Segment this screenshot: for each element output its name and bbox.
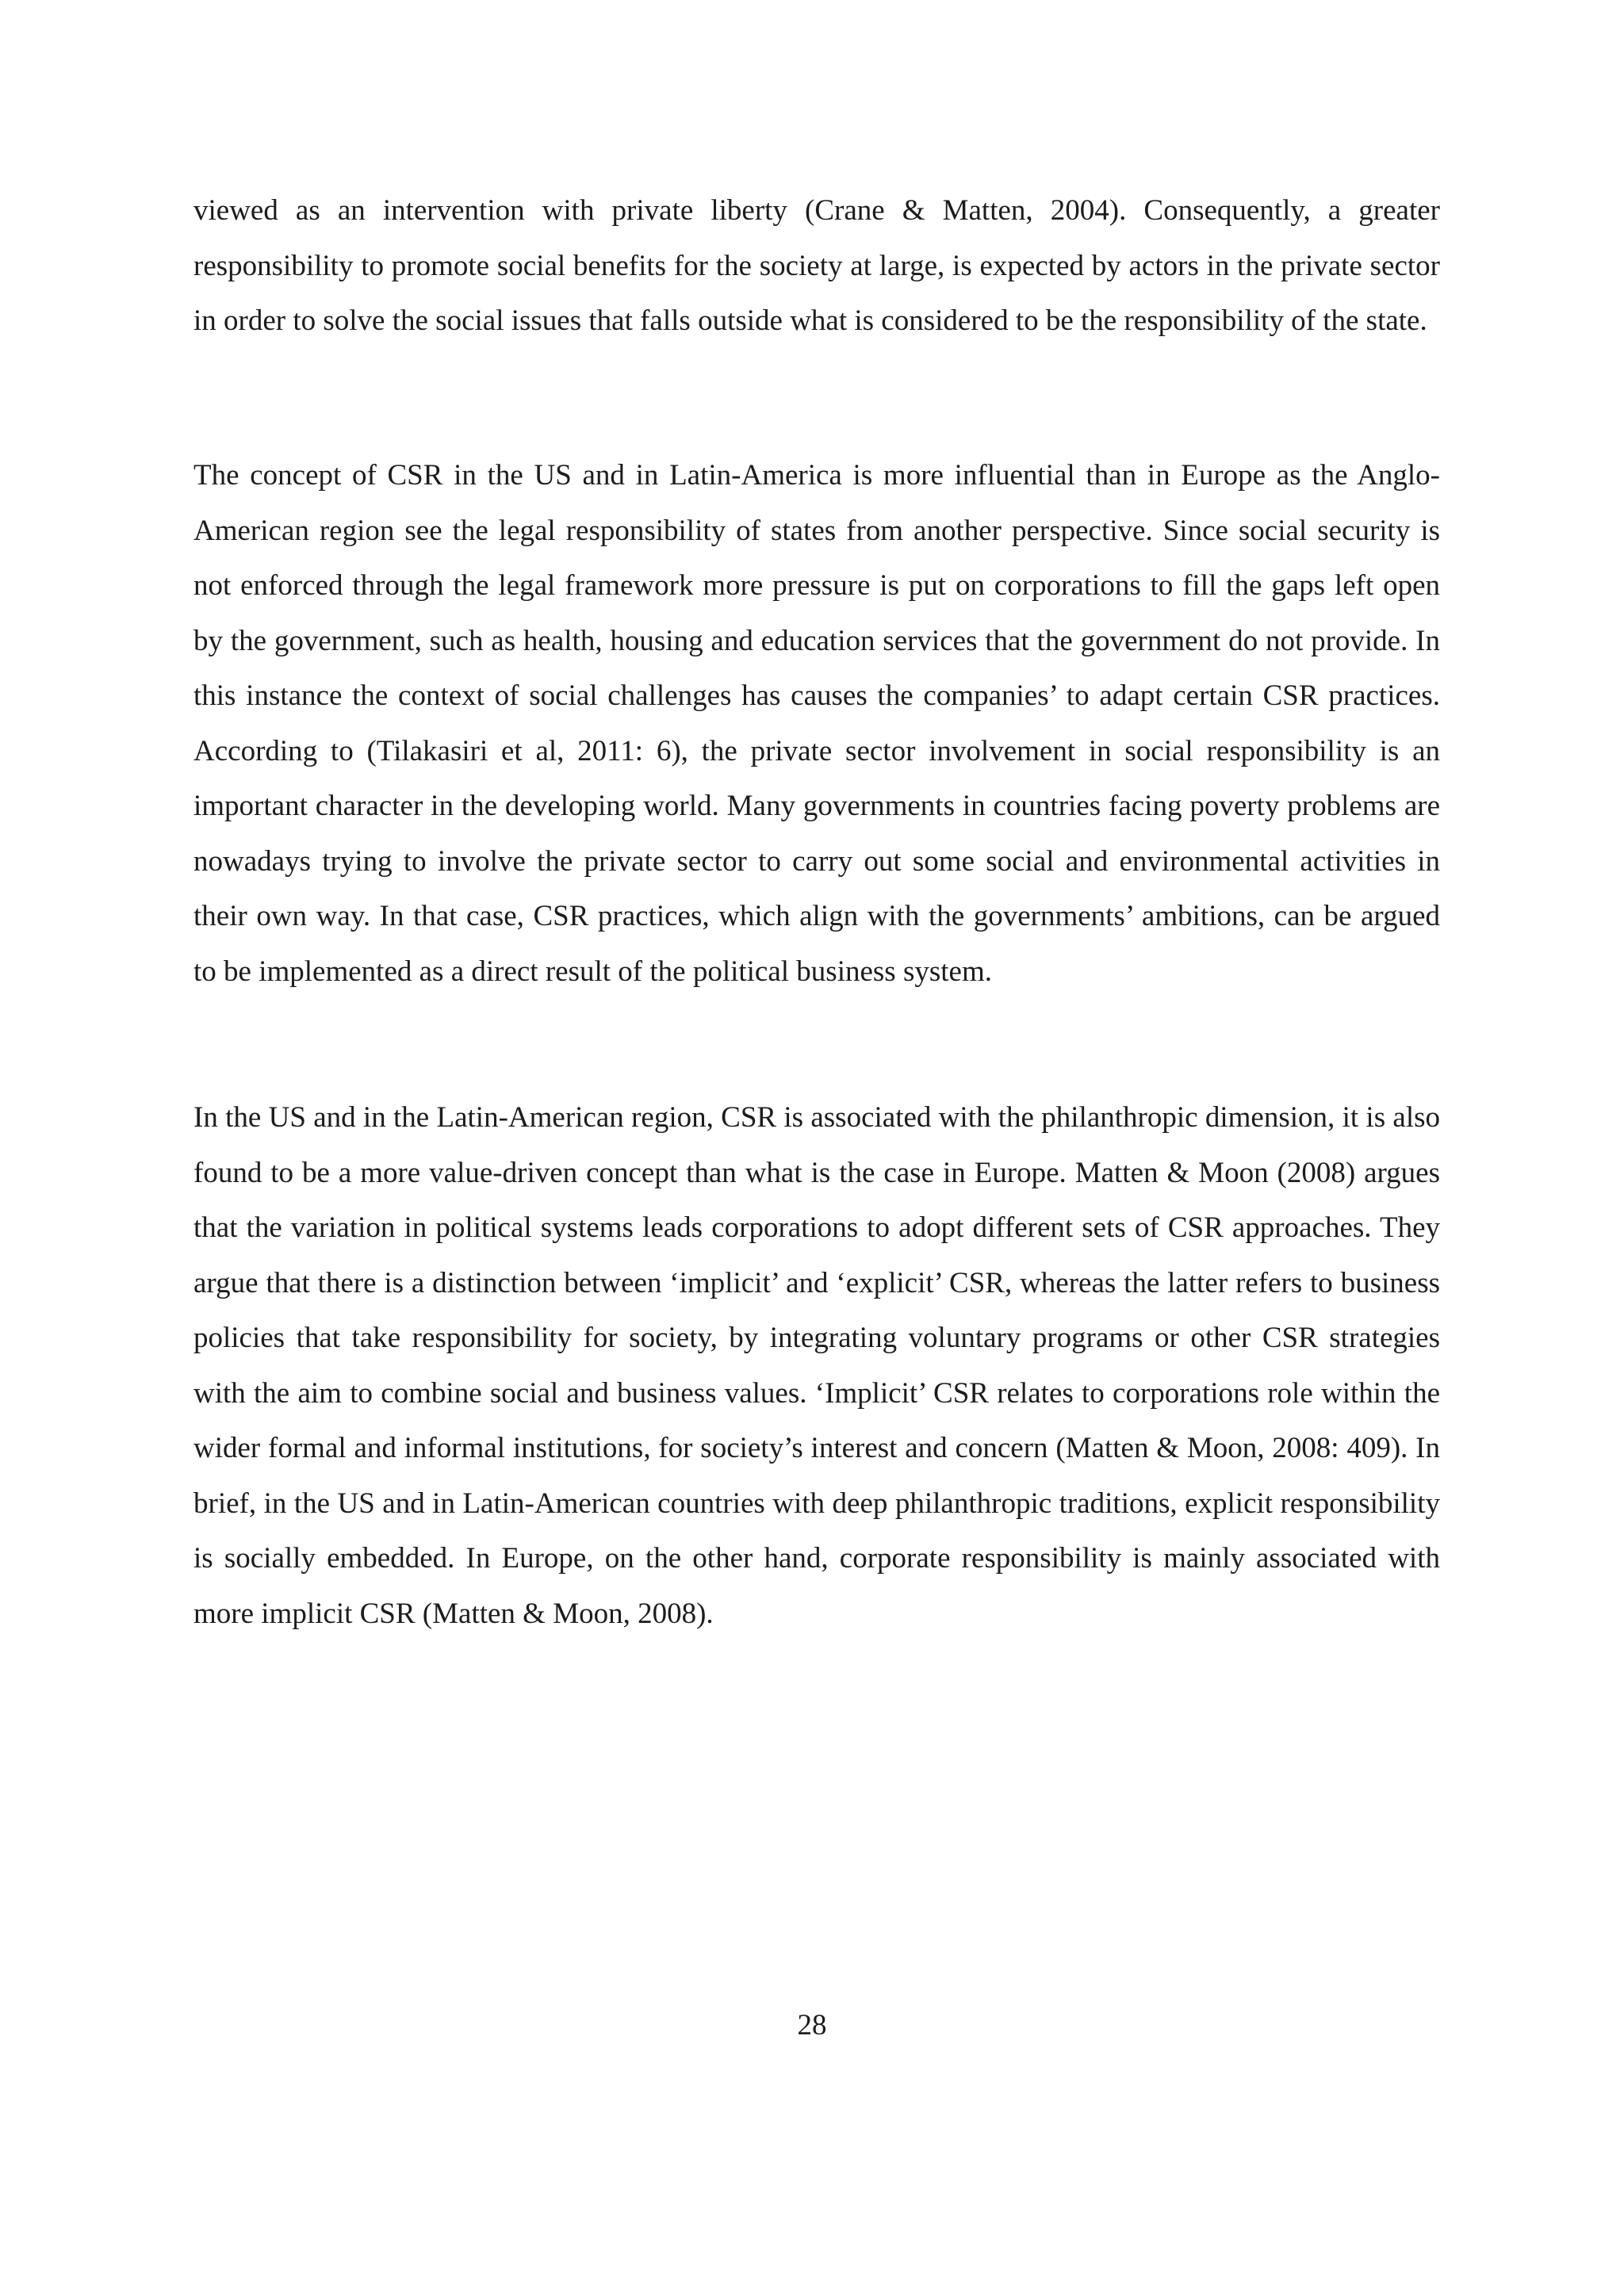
body-paragraph-1: viewed as an intervention with private liberty (Crane & Matten, 2004). Consequently, a greater responsibility to promote social benefits for the society at large, is expected by actors in the private sector in order to solve the social issues that falls outside what is considered to be the responsibility of the state.: [193, 194, 1440, 337]
body-paragraph-2: The concept of CSR in the US and in Latin-America is more influential than in Europe as the Anglo-American region see the legal responsibility of states from another perspective. Since social security is not enforced through the legal framework more pressure is put on corporations to fill the gaps left open by the government, such as health, housing and education services that the government do not provide. In this instance the context of social challenges has causes the companies’ to adapt certain CSR practices. According to (Tilakasiri et al, 2011: 6), the private sector involvement in social responsibility is an important character in the developing world. Many governments in countries facing poverty problems are nowadays trying to involve the private sector to carry out some social and environmental activities in their own way. In that case, CSR practices, which align with the governments’ ambitions, can be argued to be implemented as a direct result of the political business system.: [193, 459, 1440, 988]
body-paragraph-3: In the US and in the Latin-American region, CSR is associated with the philanthropic dimension, it is also found to be a more value-driven concept than what is the case in Europe. Matten & Moon (2008) argues that the variation in political systems leads corporations to adopt different sets of CSR approaches. They argue that there is a distinction between ‘implicit’ and ‘explicit’ CSR, whereas the latter refers to business policies that take responsibility for society, by integrating voluntary programs or other CSR strategies with the aim to combine social and business values. ‘Implicit’ CSR relates to corporations role within the wider formal and informal institutions, for society’s interest and concern (Matten & Moon, 2008: 409). In brief, in the US and in Latin-American countries with deep philanthropic traditions, explicit responsibility is socially embedded. In Europe, on the other hand, corporate responsibility is mainly associated with more implicit CSR (Matten & Moon, 2008).: [193, 1101, 1440, 1630]
page-number: 28: [797, 2009, 827, 2042]
